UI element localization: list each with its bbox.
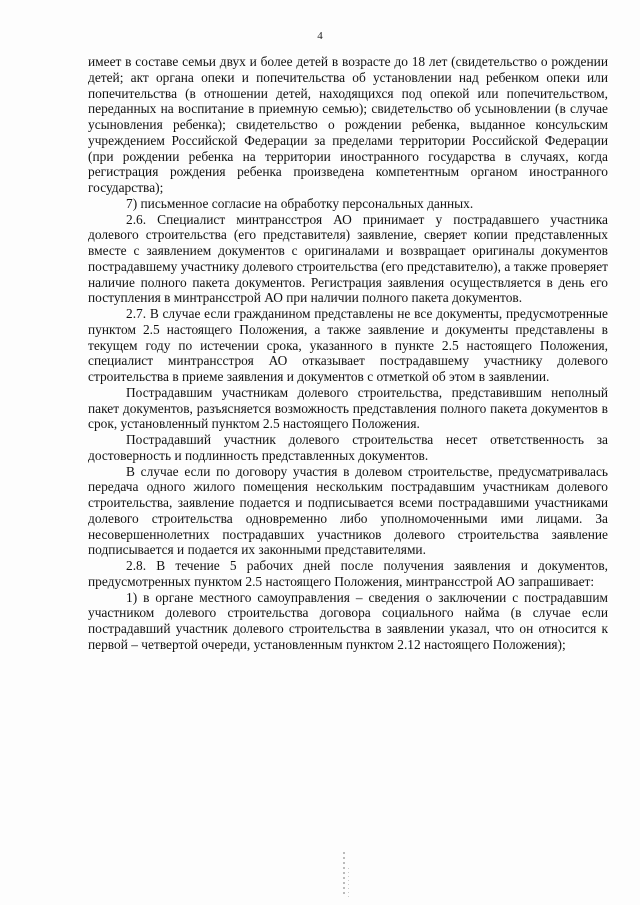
page-number: 4 bbox=[317, 30, 323, 42]
paragraph-2-6: 2.6. Специалист минтрансстроя АО принимает у пострадавшего участника долевого строительства (его представителя) заявление, сверяет копии представленных вместе с заявлением документов с оригиналами и возвращает оригиналы документов пострадавшему участнику долевого строительства (его представителю), а также проверяет наличие полного пакета документов. Регистрация заявления осуществляется в день его поступления в минтрансстрой АО при наличии полного пакета документов. bbox=[88, 211, 608, 306]
paragraph-2-7: 2.7. В случае если гражданином представлены не все документы, предусмотренные пунктом 2.5 настоящего Положения, а также заявление и документы представлены в текущем году по истечении срока, указанного в пункте 2.5 настоящего Положения, специалист минтрансстроя АО отказывает пострадавшему участнику долевого строительства в приеме заявления и документов с отметкой об этом в заявлении. bbox=[88, 306, 608, 384]
paragraph-item-1-request: 1) в органе местного самоуправления – сведения о заключении с пострадавшим участником долевого строительства договора социального найма (в случае если пострадавший участник долевого строительства в заявлении указал, что он относится к первой – четвертой очереди, установленным пунктом 2.12 настоящего Положения); bbox=[88, 589, 608, 652]
paragraph-incomplete-package: Пострадавшим участникам долевого строительства, представившим неполный пакет документов, разъясняется возможность представления полного пакета документов в срок, установленный пунктом 2.5 настоящего Положения. bbox=[88, 384, 608, 432]
paragraph-responsibility: Пострадавший участник долевого строительства несет ответственность за достоверность и подлинность представленных документов. bbox=[88, 432, 608, 463]
paragraph-joint-application: В случае если по договору участия в долевом строительстве, предусматривалась передача одного жилого помещения нескольким пострадавшим участникам долевого строительства, заявление подается и подписывается всеми пострадавшими участниками долевого строительства одновременно либо уполномоченными ими лицами. За несовершеннолетних пострадавших участников долевого строительства заявление подписывается и подается их законными представителями. bbox=[88, 463, 608, 558]
paragraph-2-8: 2.8. В течение 5 рабочих дней после получения заявления и документов, предусмотренных пунктом 2.5 настоящего Положения, минтрансстрой АО запрашивает: bbox=[88, 558, 608, 589]
document-body bbox=[88, 54, 608, 653]
scan-artifact bbox=[343, 852, 345, 896]
scan-artifact bbox=[348, 868, 349, 898]
paragraph-item-7: 7) письменное согласие на обработку персональных данных. bbox=[126, 195, 474, 211]
paragraph-family-documents: имеет в составе семьи двух и более детей в возрасте до 18 лет (свидетельство о рождении детей; акт органа опеки и попечительства об установлении над ребенком опеки или попечительства (в отношении детей, находящихся под опекой или попечительством, переданных на воспитание в приемную семью); свидетельство об усыновлении (в случае усыновления ребенка); свидетельство о рождении ребенка, выданное консульским учреждением Российской Федерации за пределами территории Российской Федерации (при рождении ребенка на территории иностранного государства в случаях, когда регистрация рождения ребенка произведена компетентным органом иностранного государства); bbox=[88, 54, 608, 195]
